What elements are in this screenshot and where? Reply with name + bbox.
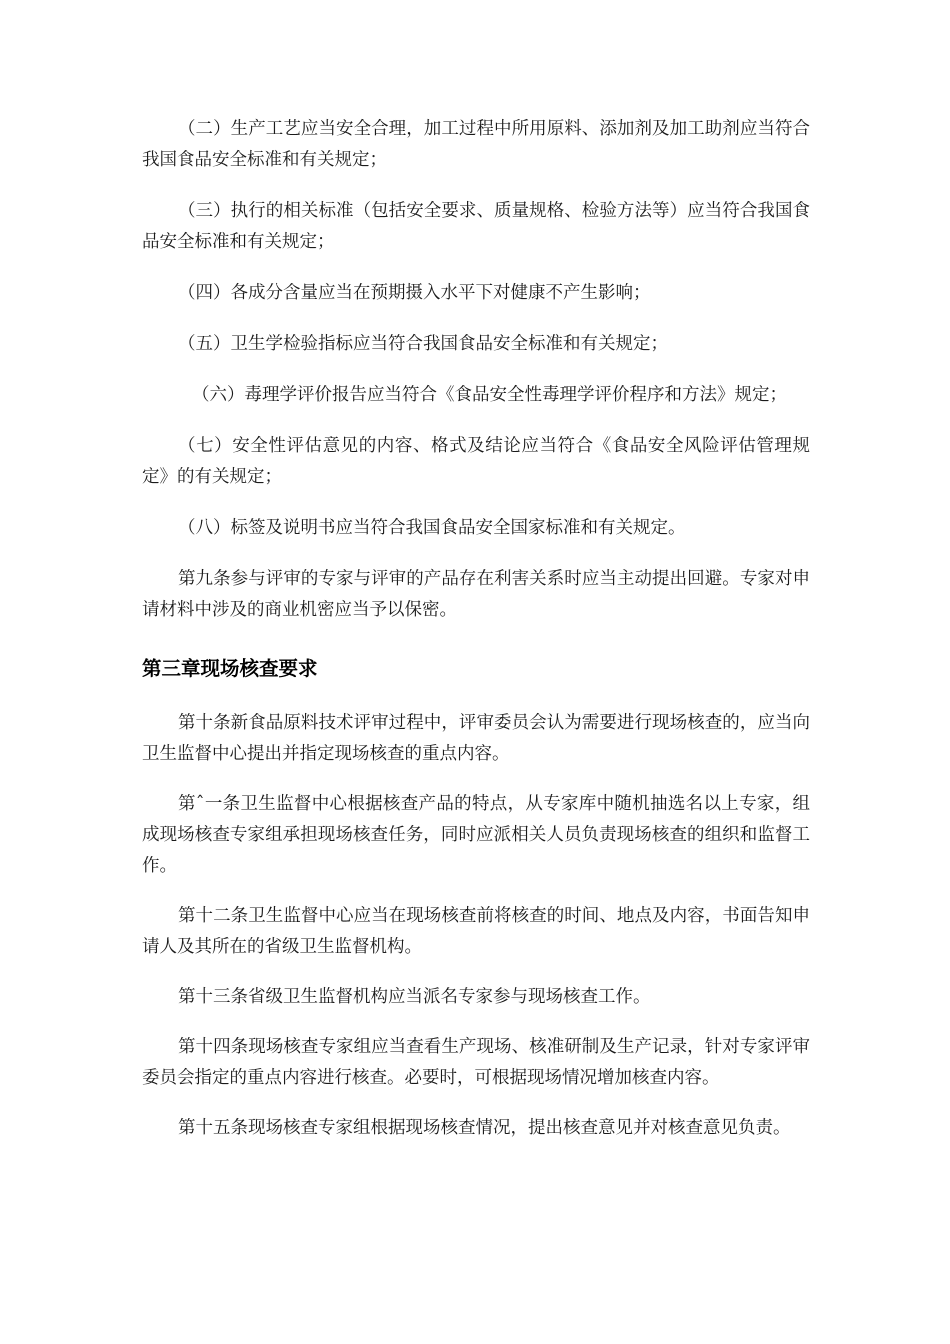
list-item-2: （二）生产工艺应当安全合理，加工过程中所用原料、添加剂及加工助剂应当符合我国食品安全标准和有关规定； (142, 119, 810, 170)
list-item-8: （八）标签及说明书应当符合我国食品安全国家标准和有关规定。 (178, 518, 686, 538)
chapter-title: 第三章现场核查要求 (142, 657, 318, 680)
list-item-6: （六）毒理学评价报告应当符合《食品安全性毒理学评价程序和方法》规定； (192, 385, 787, 405)
article-11: 第ˆ一条卫生监督中心根据核查产品的特点，从专家库中随机抽选名以上专家，组成现场核查专家组承担现场核查任务，同时应派相关人员负责现场核查的组织和监督工作。 (142, 794, 810, 876)
article-10: 第十条新食品原料技术评审过程中，评审委员会认为需要进行现场核查的，应当向卫生监督中心提出并指定现场核查的重点内容。 (142, 713, 810, 764)
article-14: 第十四条现场核查专家组应当查看生产现场、核准研制及生产记录，针对专家评审委员会指定的重点内容进行核查。必要时，可根据现场情况增加核查内容。 (142, 1037, 810, 1088)
article-15: 第十五条现场核查专家组根据现场核查情况，提出核查意见并对核查意见负责。 (178, 1118, 791, 1138)
list-item-4: （四）各成分含量应当在预期摄入水平下对健康不产生影响； (178, 283, 651, 303)
list-item-5: （五）卫生学检验指标应当符合我国食品安全标准和有关规定； (178, 334, 668, 354)
article-13: 第十三条省级卫生监督机构应当派名专家参与现场核查工作。 (178, 987, 651, 1007)
list-item-3: （三）执行的相关标准（包括安全要求、质量规格、检验方法等）应当符合我国食品安全标准和有关规定； (142, 201, 810, 252)
list-item-7: （七）安全性评估意见的内容、格式及结论应当符合《食品安全风险评估管理规定》的有关规定； (142, 436, 810, 487)
document-page (142, 114, 810, 1144)
article-12: 第十二条卫生监督中心应当在现场核查前将核查的时间、地点及内容，书面告知申请人及其所在的省级卫生监督机构。 (142, 906, 810, 957)
article-9: 第九条参与评审的专家与评审的产品存在利害关系时应当主动提出回避。专家对申请材料中涉及的商业机密应当予以保密。 (142, 569, 810, 620)
